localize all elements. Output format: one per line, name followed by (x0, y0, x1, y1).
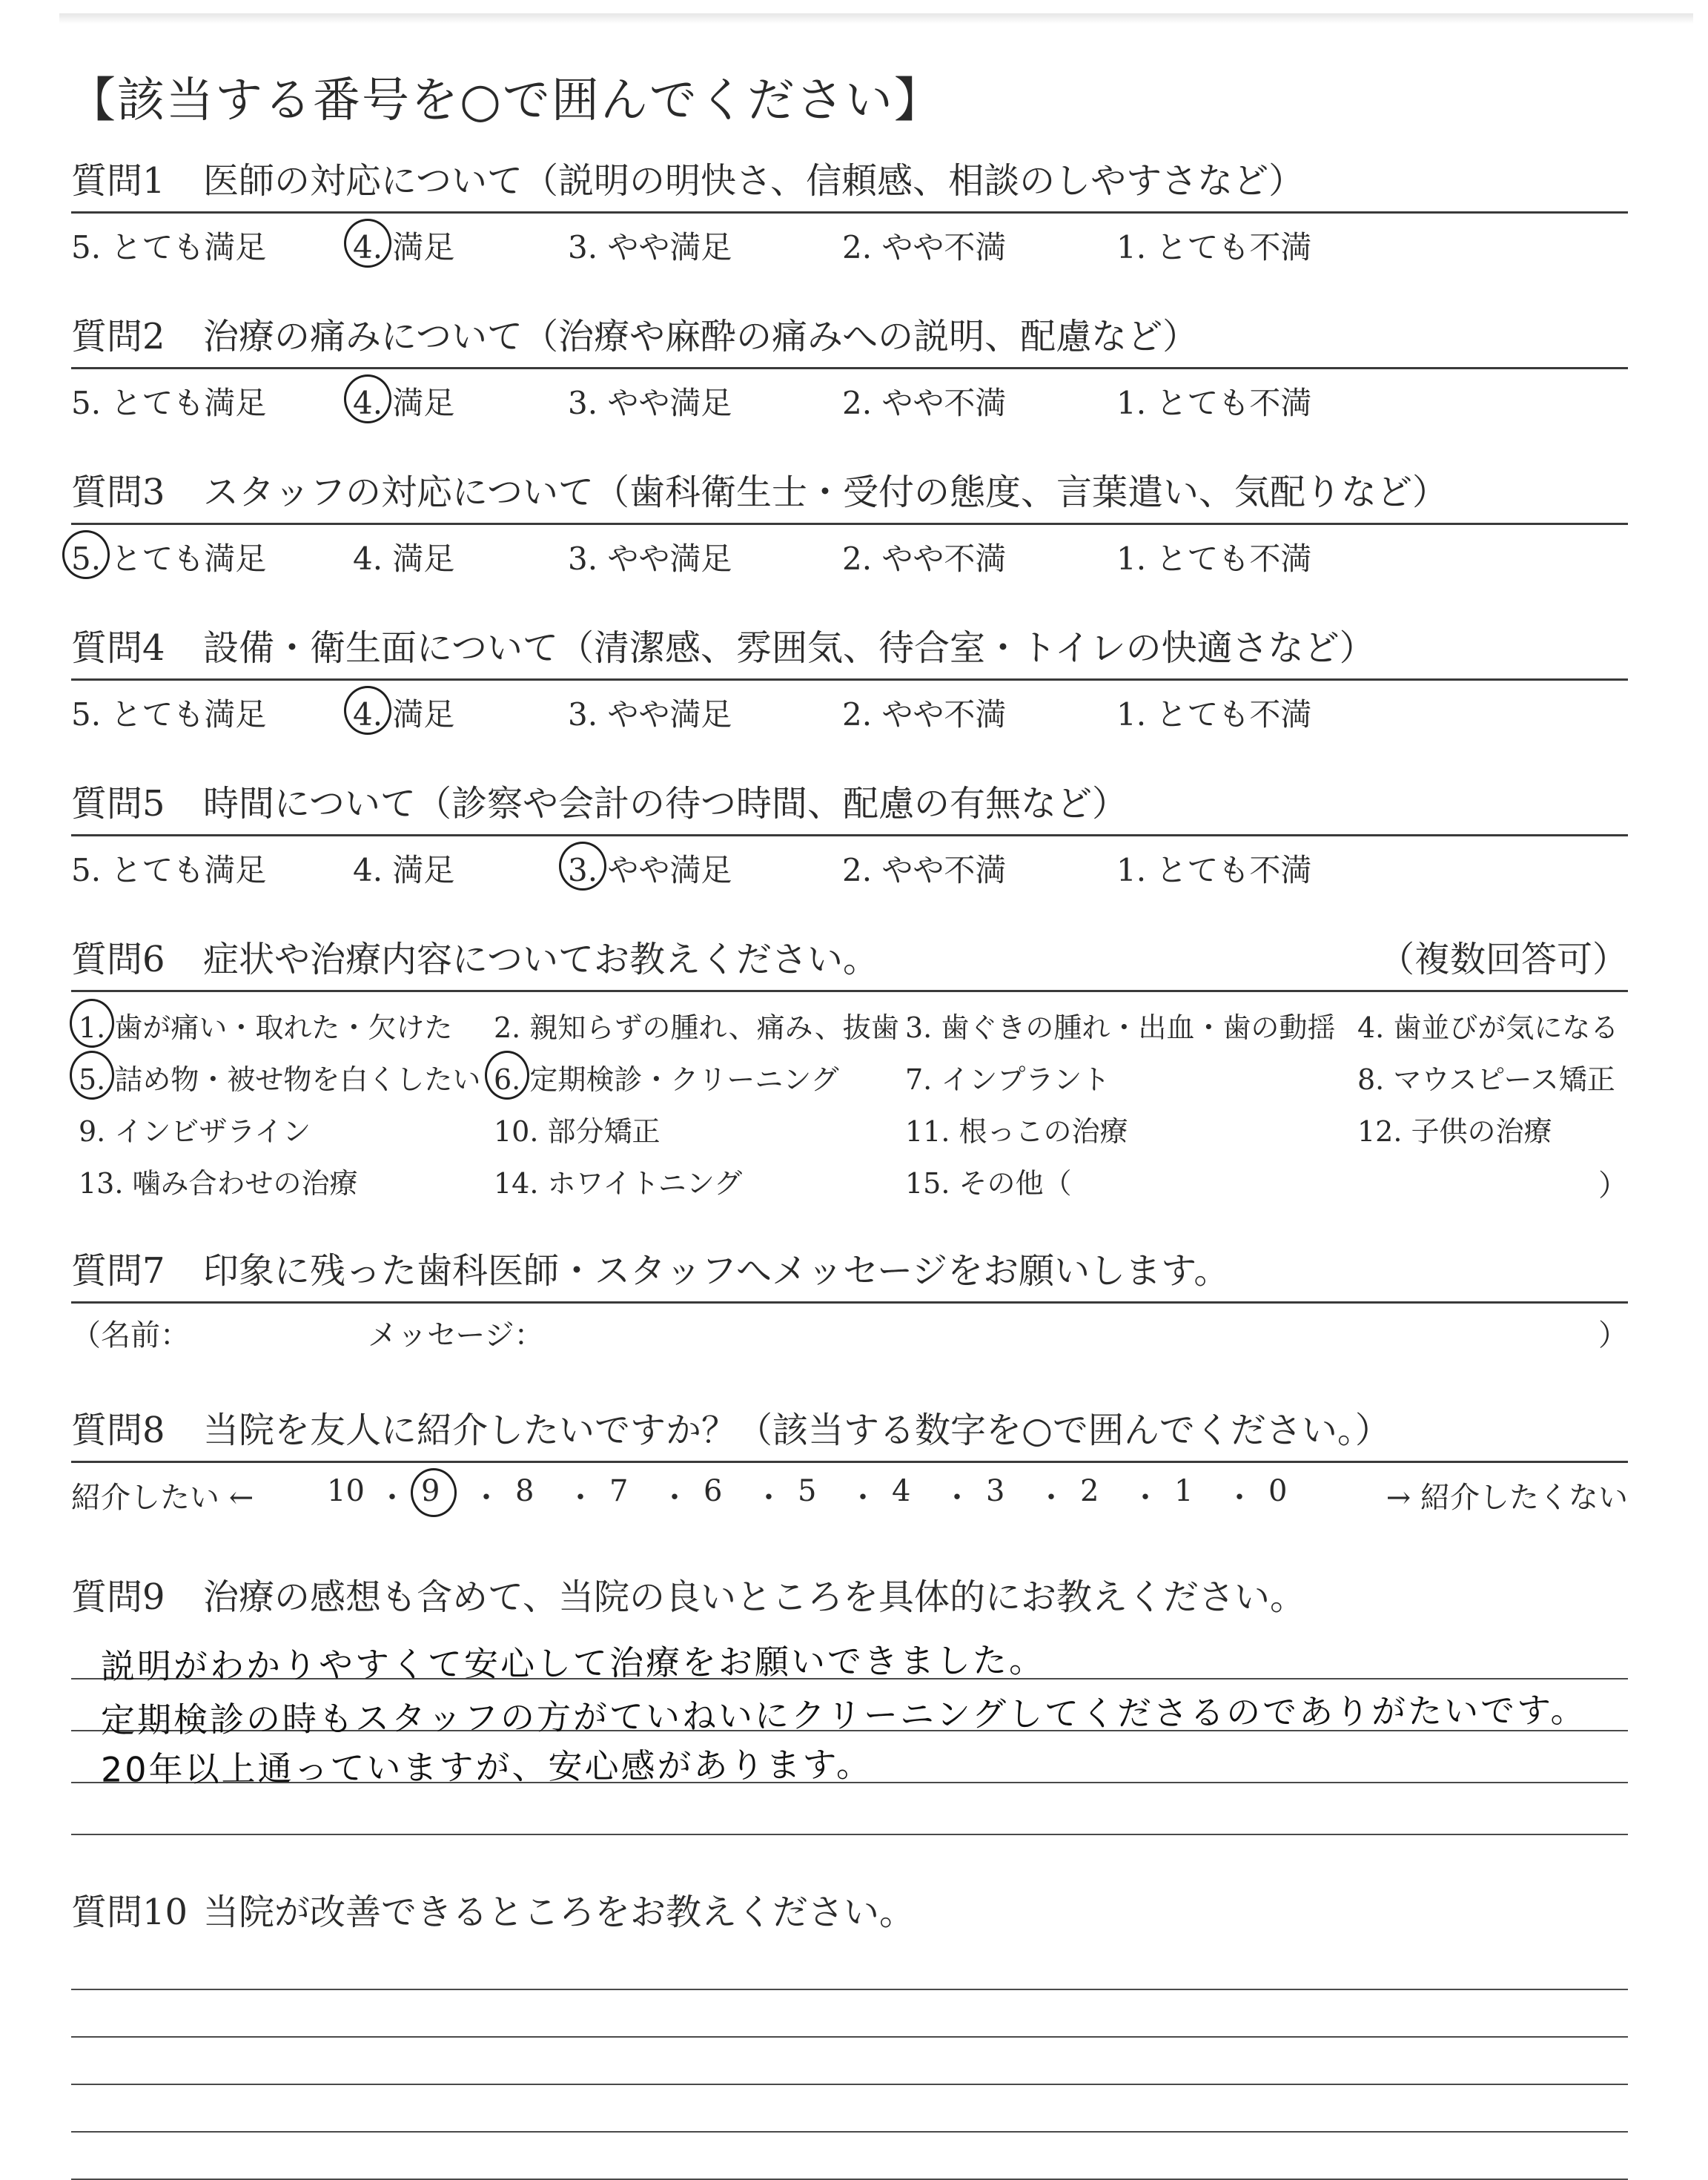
rule (71, 990, 1628, 992)
scale-separator: ・ (566, 1481, 595, 1515)
question-number: 質問3 (71, 472, 165, 513)
answer-lines (71, 1626, 1628, 1841)
scale-value-10[interactable]: 10 (327, 1474, 365, 1508)
question-6 (71, 931, 1628, 1220)
scale-value-9[interactable]: 9 (421, 1474, 440, 1508)
rating-options (71, 843, 1628, 895)
question-number: 質問2 (71, 316, 165, 357)
scale-value-3[interactable]: 3 (986, 1474, 1005, 1508)
scale-separator: ・ (1225, 1481, 1254, 1515)
scale-value-0[interactable]: 0 (1268, 1474, 1288, 1508)
question-text: 医師の対応について（説明の明快さ、信頼感、相談のしやすさなど） (203, 160, 1305, 202)
question-text: 治療の痛みについて（治療や麻酔の痛みへの説明、配慮など） (203, 316, 1199, 357)
question-text: 時間について（診察や会計の待つ時間、配慮の有無など） (203, 783, 1128, 825)
rule (71, 211, 1628, 214)
rule (71, 523, 1628, 525)
selected-circle (62, 530, 110, 579)
symptom-option-11[interactable]: 11. 根っこの治療 (905, 1115, 1128, 1148)
symptom-option-2[interactable]: 2. 親知らずの腫れ、痛み、抜歯 (494, 1011, 899, 1044)
rating-option-4[interactable]: 4. 満足 (353, 385, 455, 421)
handwritten-answer: 定期検診の時もスタッフの方がていねいにクリーニングしてくださるのでありがたいです。 (100, 1690, 1587, 1740)
rating-options (71, 220, 1628, 272)
symptom-option-5[interactable]: 5. 詰め物・被せ物を白くしたい (79, 1063, 481, 1096)
scale-separator: ・ (754, 1481, 784, 1515)
selected-circle (411, 1468, 457, 1517)
selected-circle (70, 999, 114, 1048)
symptom-option-14[interactable]: 14. ホワイトニング (494, 1167, 743, 1200)
symptom-option-7[interactable]: 7. インプラント (905, 1063, 1110, 1096)
question-text: スタッフの対応について（歯科衛生士・受付の態度、言葉遣い、気配りなど） (203, 472, 1449, 513)
name-label: （名前： (71, 1318, 190, 1352)
close-paren: ） (1598, 1318, 1628, 1352)
question-text: 治療の感想も含めて、当院の良いところを具体的にお教えください。 (203, 1576, 1306, 1618)
page-title: 【該当する番号を○で囲んでください】 (68, 73, 943, 128)
rating-option-1[interactable]: 1. とても不満 (1116, 541, 1312, 577)
rule (71, 1461, 1628, 1463)
scale-value-7[interactable]: 7 (609, 1474, 629, 1508)
rating-option-5[interactable]: 5. とても満足 (71, 229, 267, 265)
scale-separator: ・ (1036, 1481, 1066, 1515)
scale-value-4[interactable]: 4 (892, 1474, 911, 1508)
symptom-option-3[interactable]: 3. 歯ぐきの腫れ・出血・歯の動揺 (905, 1011, 1336, 1044)
scale-value-2[interactable]: 2 (1080, 1474, 1099, 1508)
selected-circle (485, 1051, 529, 1100)
rating-option-1[interactable]: 1. とても不満 (1116, 385, 1312, 421)
rating-option-5[interactable]: 5. とても満足 (71, 852, 267, 888)
rule (71, 367, 1628, 369)
question-9 (71, 1568, 1628, 1841)
selected-circle (344, 219, 391, 268)
rating-option-3[interactable]: 3. やや満足 (568, 541, 732, 577)
scale-separator: ・ (660, 1481, 689, 1515)
rating-option-3[interactable]: 3. やや満足 (568, 385, 732, 421)
multi-answer-note: （複数回答可） (1378, 939, 1628, 980)
scale-separator: ・ (942, 1481, 972, 1515)
symptom-option-15[interactable]: 15. その他（ (905, 1167, 1072, 1200)
scale-right-label: → 紹介したくない (1386, 1481, 1628, 1515)
rule (71, 834, 1628, 836)
question-text: 症状や治療内容についてお教えください。 (203, 939, 879, 980)
rating-option-2[interactable]: 2. やや不満 (842, 541, 1007, 577)
symptom-option-8[interactable]: 8. マウスピース矯正 (1357, 1063, 1615, 1096)
scale-value-8[interactable]: 8 (515, 1474, 534, 1508)
question-number: 質問1 (71, 160, 165, 202)
question-10 (71, 1883, 1628, 2179)
rule (71, 678, 1628, 681)
question-7 (71, 1242, 1628, 1359)
writing-line (71, 2036, 1628, 2038)
symptom-option-6[interactable]: 6. 定期検診・クリーニング (494, 1063, 839, 1096)
rating-option-3[interactable]: 3. やや満足 (568, 852, 732, 888)
question-number: 質問10 (71, 1892, 188, 1933)
rating-option-1[interactable]: 1. とても不満 (1116, 229, 1312, 265)
writing-line (71, 1834, 1628, 1835)
rating-option-3[interactable]: 3. やや満足 (568, 696, 732, 733)
question-2 (71, 308, 1628, 428)
handwritten-answer: 20年以上通っていますが、安心感があります。 (100, 1744, 873, 1790)
symptom-option-9[interactable]: 9. インビザライン (79, 1115, 311, 1148)
handwritten-answer: 説明がわかりやすくて安心して治療をお願いできました。 (100, 1639, 1046, 1687)
rating-option-1[interactable]: 1. とても不満 (1116, 852, 1312, 888)
writing-line (71, 1989, 1628, 1990)
rating-option-4[interactable]: 4. 満足 (353, 541, 455, 577)
question-8 (71, 1401, 1628, 1522)
rating-option-1[interactable]: 1. とても不満 (1116, 696, 1312, 733)
scale-value-5[interactable]: 5 (798, 1474, 817, 1508)
question-number: 質問8 (71, 1410, 165, 1451)
selected-circle (559, 842, 606, 891)
scale-separator: ・ (1131, 1481, 1160, 1515)
writing-line (71, 2084, 1628, 2085)
question-4 (71, 619, 1628, 739)
rule (71, 1301, 1628, 1304)
question-5 (71, 775, 1628, 895)
scale-value-1[interactable]: 1 (1174, 1474, 1194, 1508)
scale-separator: ・ (848, 1481, 878, 1515)
question-text: 当院を友人に紹介したいですか？（該当する数字を○で囲んでください。） (203, 1410, 1391, 1451)
scale-separator: ・ (377, 1481, 407, 1515)
question-text: 設備・衛生面について（清潔感、雰囲気、待合室・トイレの快適さなど） (203, 627, 1375, 669)
rating-options (71, 532, 1628, 584)
writing-line (71, 2131, 1628, 2133)
rating-options (71, 376, 1628, 428)
scale-left-label: 紹介したい ← (71, 1481, 254, 1515)
rating-option-4[interactable]: 4. 満足 (353, 696, 455, 733)
symptom-option-4[interactable]: 4. 歯並びが気になる (1357, 1011, 1619, 1044)
scale-value-6[interactable]: 6 (704, 1474, 723, 1508)
recommend-scale (71, 1470, 1628, 1522)
rating-option-5[interactable]: 5. とても満足 (71, 541, 267, 577)
symptom-options (71, 1005, 1628, 1220)
symptom-option-1[interactable]: 1. 歯が痛い・取れた・欠けた (79, 1011, 453, 1044)
scan-edge (59, 13, 1693, 24)
rating-options (71, 687, 1628, 739)
rating-option-5[interactable]: 5. とても満足 (71, 385, 267, 421)
selected-circle (70, 1051, 114, 1100)
selected-circle (344, 686, 391, 735)
answer-lines (71, 1941, 1628, 2179)
symptom-option-13[interactable]: 13. 噛み合わせの治療 (79, 1167, 358, 1200)
rating-option-4[interactable]: 4. 満足 (353, 229, 455, 265)
rating-option-2[interactable]: 2. やや不満 (842, 229, 1007, 265)
question-text: 印象に残った歯科医師・スタッフへメッセージをお願いします。 (203, 1250, 1230, 1292)
scale-separator: ・ (471, 1481, 501, 1515)
symptom-option-10[interactable]: 10. 部分矯正 (494, 1115, 661, 1148)
question-number: 質問4 (71, 627, 165, 669)
question-3 (71, 463, 1628, 584)
rating-option-2[interactable]: 2. やや不満 (842, 852, 1007, 888)
selected-circle (344, 374, 391, 423)
question-number: 質問7 (71, 1250, 165, 1292)
question-number: 質問5 (71, 783, 165, 825)
rating-option-5[interactable]: 5. とても満足 (71, 696, 267, 733)
question-text: 当院が改善できるところをお教えください。 (203, 1892, 916, 1933)
message-label: メッセージ： (368, 1318, 544, 1352)
rating-option-3[interactable]: 3. やや満足 (568, 229, 732, 265)
symptom-option-12[interactable]: 12. 子供の治療 (1357, 1115, 1552, 1148)
question-number: 質問9 (71, 1576, 165, 1618)
question-1 (71, 152, 1628, 272)
rating-option-2[interactable]: 2. やや不満 (842, 385, 1007, 421)
rating-option-4[interactable]: 4. 満足 (353, 852, 455, 888)
rating-option-2[interactable]: 2. やや不満 (842, 696, 1007, 733)
other-close-paren: ） (1598, 1169, 1628, 1203)
question-number: 質問6 (71, 939, 165, 980)
